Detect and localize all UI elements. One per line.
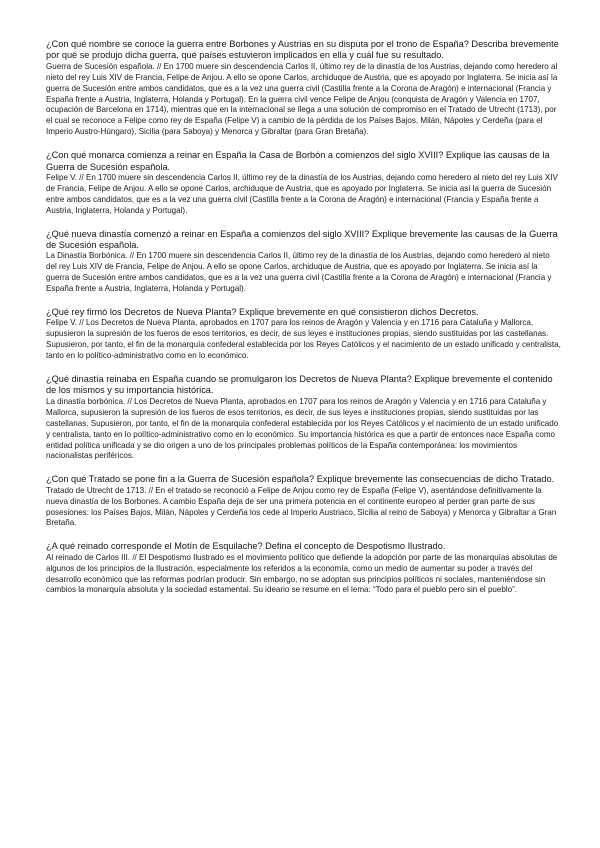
answer-text: Felipe V. // Los Decretos de Nueva Planta, aprobados en 1707 para los reinos de Aragón y Valencia y en 1716 para Cataluña y Mallorca, supusieron la supresión de los fueros de esos territorios, es decir, de sus leyes e instituciones propias, siendo sustituidas por las castellanas. Supusieron, por tanto, el fin de la monarquía confederal establecida por los Reyes Católicos y el nacimiento de un estado unificado y centralista, tanto en lo político-administrativo como en lo económico. bbox=[46, 318, 561, 361]
qa-block-5 bbox=[46, 374, 562, 462]
question-text: ¿Qué dinastía reinaba en España cuando se promulgaron los Decretos de Nueva Planta? Explique brevemente el contenido de los mismos y su importancia histórica. bbox=[46, 374, 553, 396]
question-text: ¿Qué nueva dinastía comenzó a reinar en España a comienzos del siglo XVIII? Explique brevemente las causas de la Guerra de Sucesión española. bbox=[46, 228, 558, 250]
question-text: ¿Con qué monarca comienza a reinar en España la Casa de Borbón a comienzos del siglo XVIII? Explique las causas de la Guerra de Sucesión española. bbox=[46, 150, 550, 172]
answer-text: La dinastía borbónica. // Los Decretos de Nueva Planta, aprobados en 1707 para los reinos de Aragón y Valencia y en 1716 para Cataluña y Mallorca, supusieron la supresión de los fueros de esos territorios, es decir, de sus leyes e instituciones propias, siendo sustituidas por las castellanas. Supusieron, por tanto, el fin de la monarquía confederal establecida por los Reyes Católicos y el nacimiento de un estado unificado y centralista, tanto en lo político-administrativo como en lo económico. Su importancia histórica es que a partir de entonces nace España como entidad política unificada y se dio origen a uno de los principales problemas políticos de la España contemporánea: los movimientos nacionalistas periféricos. bbox=[46, 396, 559, 461]
question-text: ¿A qué reinado corresponde el Motín de Esquilache? Defina el concepto de Despotismo Ilustrado. bbox=[46, 541, 446, 552]
qa-block-2 bbox=[46, 150, 562, 216]
qa-block-3 bbox=[46, 229, 562, 295]
answer-text: Al reinado de Carlos III. // El Despotismo Ilustrado es el movimiento político que defiende la adopción por parte de las monarquías absolutas de algunos de los principios de la Ilustración, especialmente los referidos a la economía, como un medio de aumentar su poder a través del desarrollo económico que las reformas podrían producir. Sin embargo, no se adoptan sus principios políticos ni sociales, manteniéndose sin cambios la monarquía absoluta y la sociedad estamental. Su ideario se resume en el lema: “Todo para el pueblo pero sin el pueblo”. bbox=[46, 552, 558, 595]
question-text: ¿Con qué nombre se conoce la guerra entre Borbones y Austrias en su disputa por el trono de España? Describa brevemente por qué se produjo dicha guerra, qué países estuvieron implicados en ella y cuál fue su resultado. bbox=[46, 39, 559, 61]
answer-text: Felipe V. // En 1700 muere sin descendencia Carlos II, último rey de la dinastía de los Austrias, dejando como heredero al nieto del rey Luis XIV de Francia, Felipe de Anjou. A ello se opone Carlos, archiduque de Austria, que es apoyado por Inglaterra. Se inicia así la guerra de Sucesión entre ambos candidatos, que es a la vez una guerra civil (Castilla frente a la Corona de Aragón) e internacional (Francia y España frente a Austria, Inglaterra, Holanda y Portugal). bbox=[46, 172, 558, 215]
answer-text: La Dinastía Borbónica. // En 1700 muere sin descendencia Carlos II, último rey de la dinastía de los Austrias, dejando como heredero al nieto del rey Luis XIV de Francia, Felipe de Anjou. A ello se opone Carlos, archiduque de Austria, que es apoyado por Inglaterra. Se inicia así la guerra de Sucesión entre ambos candidatos, que es a la vez una guerra civil (Castilla frente a la Corona de Aragón) e internacional (Francia y España frente a Austria, Inglaterra, Holanda y Portugal). bbox=[46, 251, 552, 294]
answer-text: Tratado de Utrecht de 1713. // En el tratado se reconoció a Felipe de Anjou como rey de España (Felipe V), asentándose definitivamente la nueva dinastía de los Borbones. A cambio España deja de ser una primera potencia en el continente europeo al perder gran parte de sus posesiones: los Países Bajos, Milán, Nápoles y Cerdeña los cede al Imperio Austriaco, Sicilia al reino de Saboya) y Menorca y Gibraltar a Gran Bretaña. bbox=[46, 485, 557, 528]
qa-block-7 bbox=[46, 541, 562, 596]
document-page bbox=[46, 39, 562, 608]
qa-block-6 bbox=[46, 474, 562, 529]
answer-text: Guerra de Sucesión española. // En 1700 muere sin descendencia Carlos II, último rey de la dinastía de los Austrias, dejando como heredero al nieto del rey Luis XIV de Francia, Felipe de Anjou. A ello se opone Carlos, archiduque de Austria, que es apoyado por Inglaterra. Se inicia así la guerra de Sucesión entre ambos candidatos, que es a la vez una guerra civil (Castilla frente a la Corona de Aragón) e internacional (Francia y España frente a Austria, Inglaterra, Holanda y Portugal). En la guerra civil vence Felipe de Anjou (conquista de Aragón y Valencia en 1707, ocupación de Barcelona en 1714), mientras que en la internacional se llega a una solución de compromiso en el Tratado de Utrecht (1713), por el cual se reconoce a Felipe como rey de España (Felipe V) a cambio de la pérdida de los Países Bajos, Milán, Nápoles y Cerdeña (para el Imperio Austro-Húngaro), Sicilia (para Saboya) y Menorca y Gibraltar (para Gran Bretaña). bbox=[46, 61, 558, 137]
question-text: ¿Qué rey firmó los Decretos de Nueva Planta? Explique brevemente en qué consistieron dichos Decretos. bbox=[46, 307, 479, 318]
question-text: ¿Con qué Tratado se pone fin a la Guerra de Sucesión española? Explique brevemente las consecuencias de dicho Tratado. bbox=[46, 474, 555, 485]
qa-block-1 bbox=[46, 39, 562, 138]
qa-block-4 bbox=[46, 307, 562, 362]
